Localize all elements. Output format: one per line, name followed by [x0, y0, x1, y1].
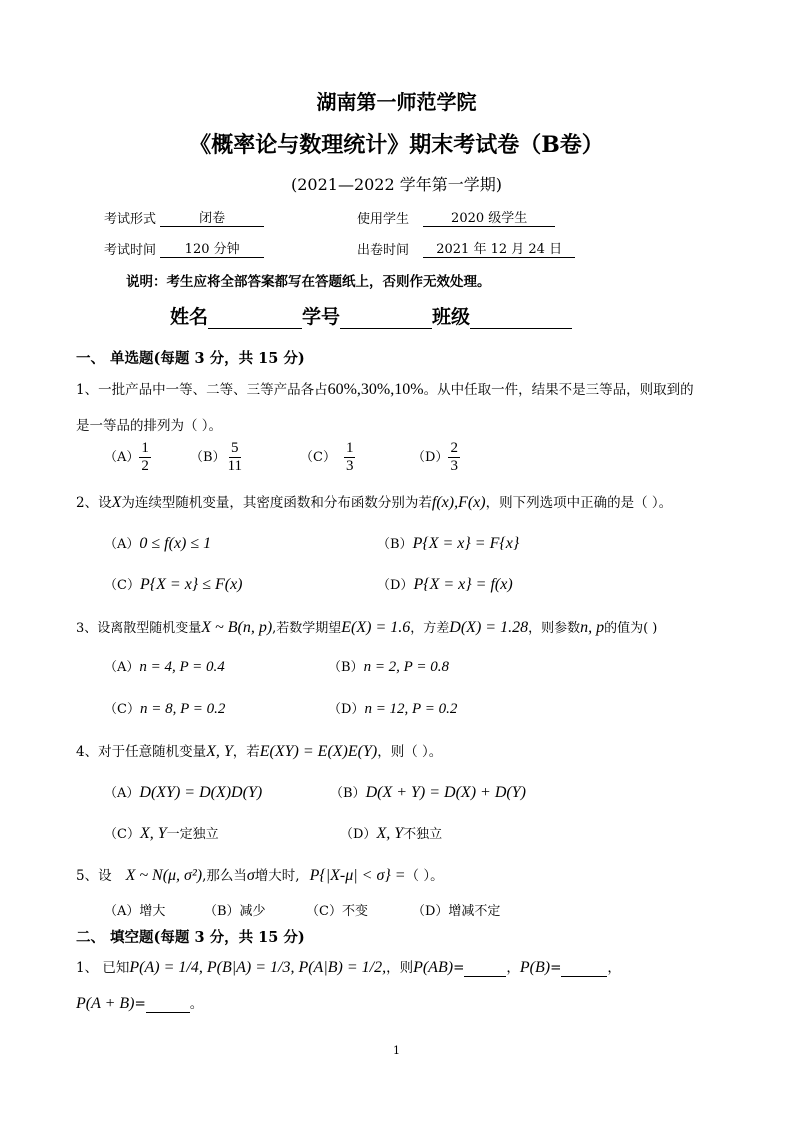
q5-text-c: 增大时,	[254, 868, 300, 884]
q2-option-c-math: P{X = x} ≤ F(x)	[139, 576, 243, 593]
q3-option-d-label: （D）	[328, 702, 365, 717]
q2-option-c[interactable]	[104, 574, 243, 594]
q1-option-b-label: （B）	[190, 450, 226, 465]
q3-option-c-math: n = 8, P = 0.2	[139, 701, 226, 717]
class-field[interactable]	[470, 306, 572, 329]
fill-q1-paplusb: P(A + B)	[76, 995, 135, 1012]
fraction-den: 3	[450, 458, 458, 474]
fraction-den: 3	[345, 458, 354, 474]
q4-option-a[interactable]	[104, 782, 262, 802]
fill-q1-pb: P(B)	[519, 959, 551, 976]
q1-line1	[76, 378, 694, 399]
q5-text-a: 5、设	[76, 868, 112, 884]
q1-option-a-label: （A）	[104, 450, 140, 465]
q4-option-d-text: 不独立	[403, 827, 443, 842]
fraction-num: 1	[141, 440, 149, 456]
fraction-num: 1	[345, 440, 354, 456]
q2-option-d-label: （D）	[377, 578, 414, 593]
q4-vars: X, Y	[206, 743, 233, 760]
q2-option-d[interactable]	[377, 574, 513, 594]
q2-option-a[interactable]	[104, 533, 211, 553]
q1-option-a[interactable]	[104, 440, 151, 475]
q2-option-b-label: （B）	[377, 537, 413, 552]
issue-time-label: 出卷时间	[357, 243, 410, 258]
q1-option-c-label: （C）	[300, 450, 336, 465]
fraction-num: 2	[450, 440, 458, 456]
school-name: 湖南第一师范学院	[316, 90, 477, 114]
fill-q1-eq3: =	[134, 996, 146, 1012]
fill-q1-sep: ，	[506, 960, 520, 976]
fill-q1-blank-paplusb[interactable]	[146, 996, 190, 1013]
exam-form-label: 考试形式	[104, 212, 157, 227]
student-info-line	[170, 302, 572, 329]
q3-text-e: 的值为( )	[604, 621, 658, 636]
q4-option-d[interactable]	[340, 823, 442, 843]
fill-q1-line2	[76, 992, 203, 1013]
q1-percentages: 60%,30%,10%	[327, 381, 424, 398]
q3-params: n, p	[580, 619, 605, 636]
q3-option-b[interactable]	[328, 656, 449, 676]
issue-time-row	[357, 238, 575, 258]
q4-cond: E(XY) = E(X)E(Y)	[259, 743, 378, 760]
fill-q1-end2: 。	[189, 996, 204, 1012]
q1-line2: 是一等品的排列为（ ）。	[76, 418, 223, 434]
fill-q1-text-a: 1、 已知	[76, 960, 130, 976]
q4-option-b-math: D(X + Y) = D(X) + D(Y)	[365, 784, 526, 801]
fraction-den: 11	[227, 458, 243, 474]
q4-option-c-label: （C）	[104, 827, 140, 842]
page-number: 1	[393, 1044, 400, 1057]
q3-option-d[interactable]	[328, 698, 457, 718]
q3-option-d-math: n = 12, P = 0.2	[364, 701, 458, 717]
class-label: 班级	[432, 306, 471, 328]
id-field[interactable]	[340, 306, 432, 329]
q3-text-d: ，则参数	[528, 621, 581, 636]
q4-option-b[interactable]	[330, 782, 526, 802]
q3-option-c-label: （C）	[104, 702, 140, 717]
exam-form-row	[104, 207, 264, 227]
exam-time-label: 考试时间	[104, 243, 157, 258]
q1-option-d[interactable]	[412, 440, 460, 475]
name-field[interactable]	[208, 306, 302, 329]
issue-time-value: 2021 年 12 月 24 日	[423, 238, 575, 258]
q4-option-c-math: X, Y	[139, 825, 167, 842]
q1-option-c[interactable]	[300, 440, 355, 475]
students-label: 使用学生	[357, 212, 410, 227]
q5-text-d: （ ）。	[405, 868, 444, 884]
q4-option-a-math: D(XY) = D(X)D(Y)	[139, 784, 263, 801]
q3-option-b-math: n = 2, P = 0.8	[363, 659, 449, 675]
q1-text-b: 。从中任取一件，结果不是三等品，则取到的	[423, 382, 694, 398]
q4-option-a-label: （A）	[104, 786, 140, 801]
q1-option-d-label: （D）	[412, 450, 449, 465]
q1-option-b[interactable]	[190, 440, 244, 475]
q4-option-c-text: 一定独立	[166, 827, 219, 842]
students-row	[357, 207, 555, 227]
exam-title: 《概率论与数理统计》期末考试卷（B卷）	[189, 132, 604, 158]
q3-dist: X ~ B(n, p)	[201, 619, 273, 636]
fraction-num: 5	[231, 440, 239, 456]
q4-option-d-math: X, Y	[376, 825, 404, 842]
fill-q1-pab: P(AB)	[413, 959, 454, 976]
q2-stem	[76, 491, 672, 512]
q4-option-c[interactable]	[104, 823, 219, 843]
q5-option-a[interactable]: （A）增大	[104, 904, 166, 919]
q2-text-a: 2、设	[76, 495, 112, 511]
q5-option-b[interactable]: （B）减少	[204, 904, 266, 919]
section1-title: 一、 单选题(每题 3 分，共 15 分)	[76, 350, 305, 367]
section2-title: 二、 填空题(每题 3 分，共 15 分)	[76, 929, 305, 946]
q1-option-c-fraction	[344, 440, 356, 475]
q5-option-d[interactable]: （D）增减不定	[412, 904, 501, 919]
exam-time-row	[104, 238, 264, 258]
q3-option-b-label: （B）	[328, 660, 364, 675]
students-value: 2020 级学生	[423, 207, 555, 227]
exam-time-value: 120 分钟	[160, 238, 264, 258]
q2-option-b[interactable]	[377, 533, 519, 553]
q3-text-c: ，方差	[410, 621, 450, 636]
q3-option-a-math: n = 4, P = 0.4	[139, 659, 225, 675]
fill-q1-end1: ，	[607, 960, 621, 976]
fill-q1-blank-pb[interactable]	[561, 960, 607, 977]
q2-option-b-math: P{X = x} = F{x}	[412, 535, 520, 552]
fill-q1-eq2: =	[550, 960, 562, 976]
q1-option-b-fraction	[226, 440, 244, 475]
q3-text-a: 3、设离散型随机变量	[76, 621, 202, 636]
q4-text-c: ，则（ ）。	[377, 744, 443, 760]
q4-stem	[76, 740, 442, 761]
q2-text-b: 为连续型随机变量，其密度函数和分布函数分别为若	[121, 495, 432, 511]
q4-text-a: 4、对于任意随机变量	[76, 744, 207, 760]
q5-sigma: σ	[246, 867, 255, 884]
q2-option-a-label: （A）	[104, 537, 140, 552]
q2-text-c: ，则下列选项中正确的是（ ）。	[485, 495, 673, 511]
fill-q1-text-b: ，则	[386, 960, 414, 976]
fill-q1-line1	[76, 956, 621, 977]
q1-option-d-fraction	[448, 440, 460, 475]
q5-option-c[interactable]: （C）不变	[306, 904, 368, 919]
fraction-den: 2	[141, 458, 149, 474]
q5-prob: P{|X-μ| < σ} =	[309, 867, 406, 884]
term: (2021—2022 学年第一学期)	[290, 175, 502, 194]
q3-ex: E(X) = 1.6	[341, 619, 411, 636]
q4-text-b: ，若	[232, 744, 260, 760]
q2-funcs: f(x),F(x)	[431, 494, 486, 511]
instructions-note: 说明：考生应将全部答案都写在答题纸上，否则作无效处理。	[126, 274, 491, 290]
q1-text-a: 1、一批产品中一等、二等、三等产品各占	[76, 382, 328, 398]
name-label: 姓名	[170, 306, 209, 328]
q5-dist: X ~ N(μ, σ²)	[125, 867, 203, 884]
id-label: 学号	[302, 306, 341, 328]
exam-form-value: 闭卷	[160, 207, 264, 227]
q1-option-a-fraction	[139, 440, 151, 475]
q2-option-d-math: P{X = x} = f(x)	[413, 576, 513, 593]
q3-dx: D(X) = 1.28	[449, 619, 529, 636]
q3-stem	[76, 617, 657, 637]
q5-text-b: ,那么当	[202, 868, 247, 884]
q3-text-b: ,若数学期望	[272, 621, 342, 636]
fill-q1-blank-pab[interactable]	[464, 960, 506, 977]
q3-option-a-label: （A）	[104, 660, 140, 675]
fill-q1-given: P(A) = 1/4, P(B|A) = 1/3, P(A|B) = 1/2,	[129, 959, 387, 976]
q4-option-b-label: （B）	[330, 786, 366, 801]
q3-option-a[interactable]	[104, 656, 225, 676]
q5-stem	[76, 864, 444, 885]
q2-option-c-label: （C）	[104, 578, 140, 593]
q2-option-a-math: 0 ≤ f(x) ≤ 1	[139, 535, 212, 552]
q4-option-d-label: （D）	[340, 827, 377, 842]
q3-option-c[interactable]	[104, 698, 225, 718]
fill-q1-eq1: =	[453, 960, 465, 976]
q2-var: X	[111, 494, 122, 511]
